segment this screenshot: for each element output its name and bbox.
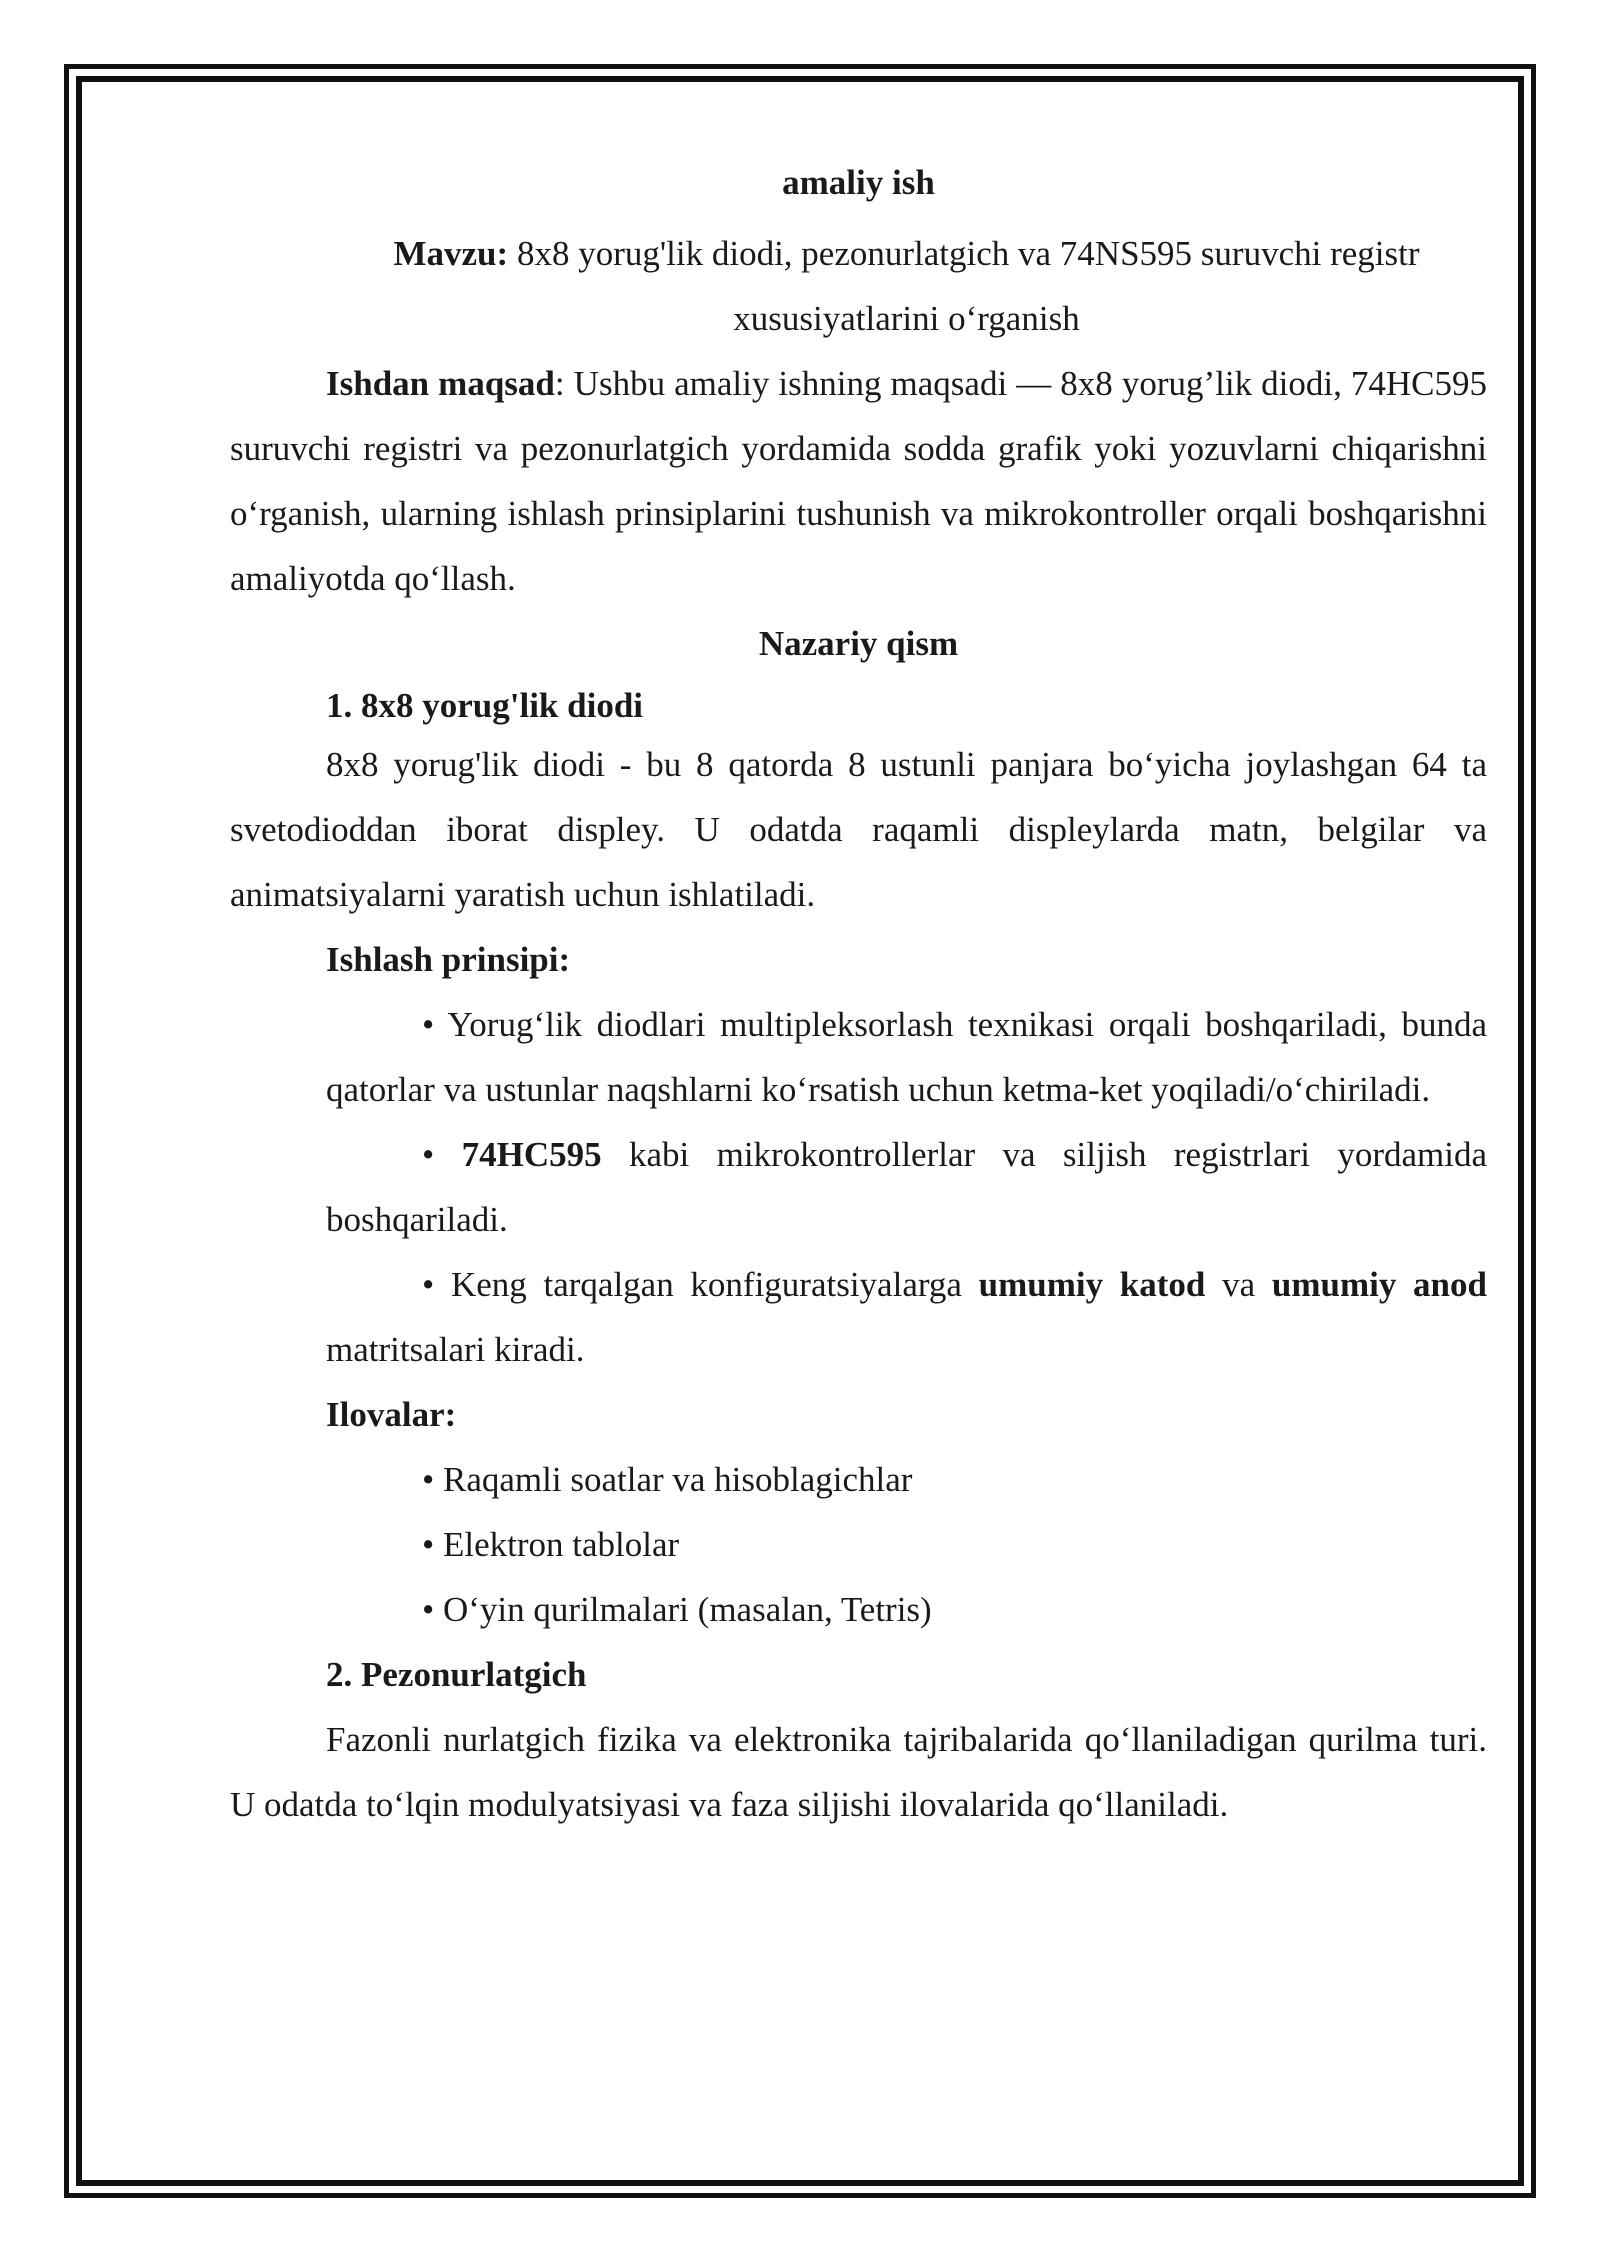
- principle-heading: Ishlash prinsipi:: [326, 940, 571, 979]
- principle-item-3-bold-a: umumiy katod: [978, 1265, 1206, 1304]
- principle-item-3-text-b: va: [1205, 1265, 1272, 1304]
- goal-paragraph: [230, 351, 1487, 611]
- topic-label: Mavzu:: [393, 234, 509, 273]
- theory-heading: Nazariy qism: [758, 624, 959, 663]
- principle-item-3-text-a: • Keng tarqalgan konfiguratsiyalarga: [422, 1265, 979, 1304]
- goal-label: Ishdan maqsad: [326, 364, 555, 403]
- principle-item-2: [230, 1122, 1487, 1252]
- principle-item-1: • Yorug‘lik diodlari multipleksorlash texnikasi orqali boshqariladi, bunda qatorlar va ustunlar naqshlarni ko‘rsatish uchun ketma-ket yoqiladi/o‘chiriladi.: [326, 1005, 1487, 1109]
- goal-text: : Ushbu amaliy ishning maqsadi — 8x8 yorug’lik diodi, 74HC595 suruvchi registri va pezonurlatgich yordamida sodda grafik yoki yozuvlarni chiqarishni o‘rganish, ularning ishlash prinsiplarini tushunish va mikrokontroller orqali boshqarishni amaliyotda qo‘llash.: [230, 364, 1488, 598]
- section1-heading: 1. 8x8 yorug'lik diodi: [326, 686, 644, 725]
- section1-paragraph: 8x8 yorug'lik diodi - bu 8 qatorda 8 ustunli panjara bo‘yicha joylashgan 64 ta svetodioddan iborat displey. U odatda raqamli displeylarda matn, belgilar va animatsiyalarni yaratish uchun ishlatiladi.: [230, 745, 1487, 914]
- principle-item-2-text: kabi mikrokontrollerlar va siljish registrlari yordamida boshqariladi.: [326, 1135, 1487, 1239]
- apps-item-3: • O‘yin qurilmalari (masalan, Tetris): [422, 1590, 932, 1629]
- topic-text-1: 8x8 yorug'lik diodi, pezonurlatgich va 74NS595 suruvchi registr: [508, 234, 1420, 273]
- principle-item-3-text-c: matritsalari kiradi.: [326, 1330, 585, 1369]
- section2-heading: 2. Pezonurlatgich: [326, 1655, 587, 1694]
- apps-heading: Ilovalar:: [326, 1395, 457, 1434]
- topic-line-2: xususiyatlarini o‘rganish: [733, 299, 1080, 338]
- document-title: amaliy ish: [782, 163, 935, 202]
- topic-line-1: [230, 221, 1487, 286]
- principle-item-3-bold-b: umumiy anod: [1271, 1265, 1487, 1304]
- principle-item-2-bold: 74HC595: [461, 1135, 602, 1174]
- apps-item-1: • Raqamli soatlar va hisoblagichlar: [422, 1460, 913, 1499]
- section2-paragraph: Fazonli nurlatgich fizika va elektronika tajribalarida qo‘llaniladigan qurilma turi. U odatda to‘lqin modulyatsiyasi va faza siljishi ilovalarida qo‘llaniladi.: [230, 1720, 1487, 1824]
- principle-item-2-bullet: •: [422, 1135, 462, 1174]
- principle-item-3: [230, 1252, 1487, 1382]
- document-body: [230, 150, 1487, 1837]
- apps-item-2: • Elektron tablolar: [422, 1525, 680, 1564]
